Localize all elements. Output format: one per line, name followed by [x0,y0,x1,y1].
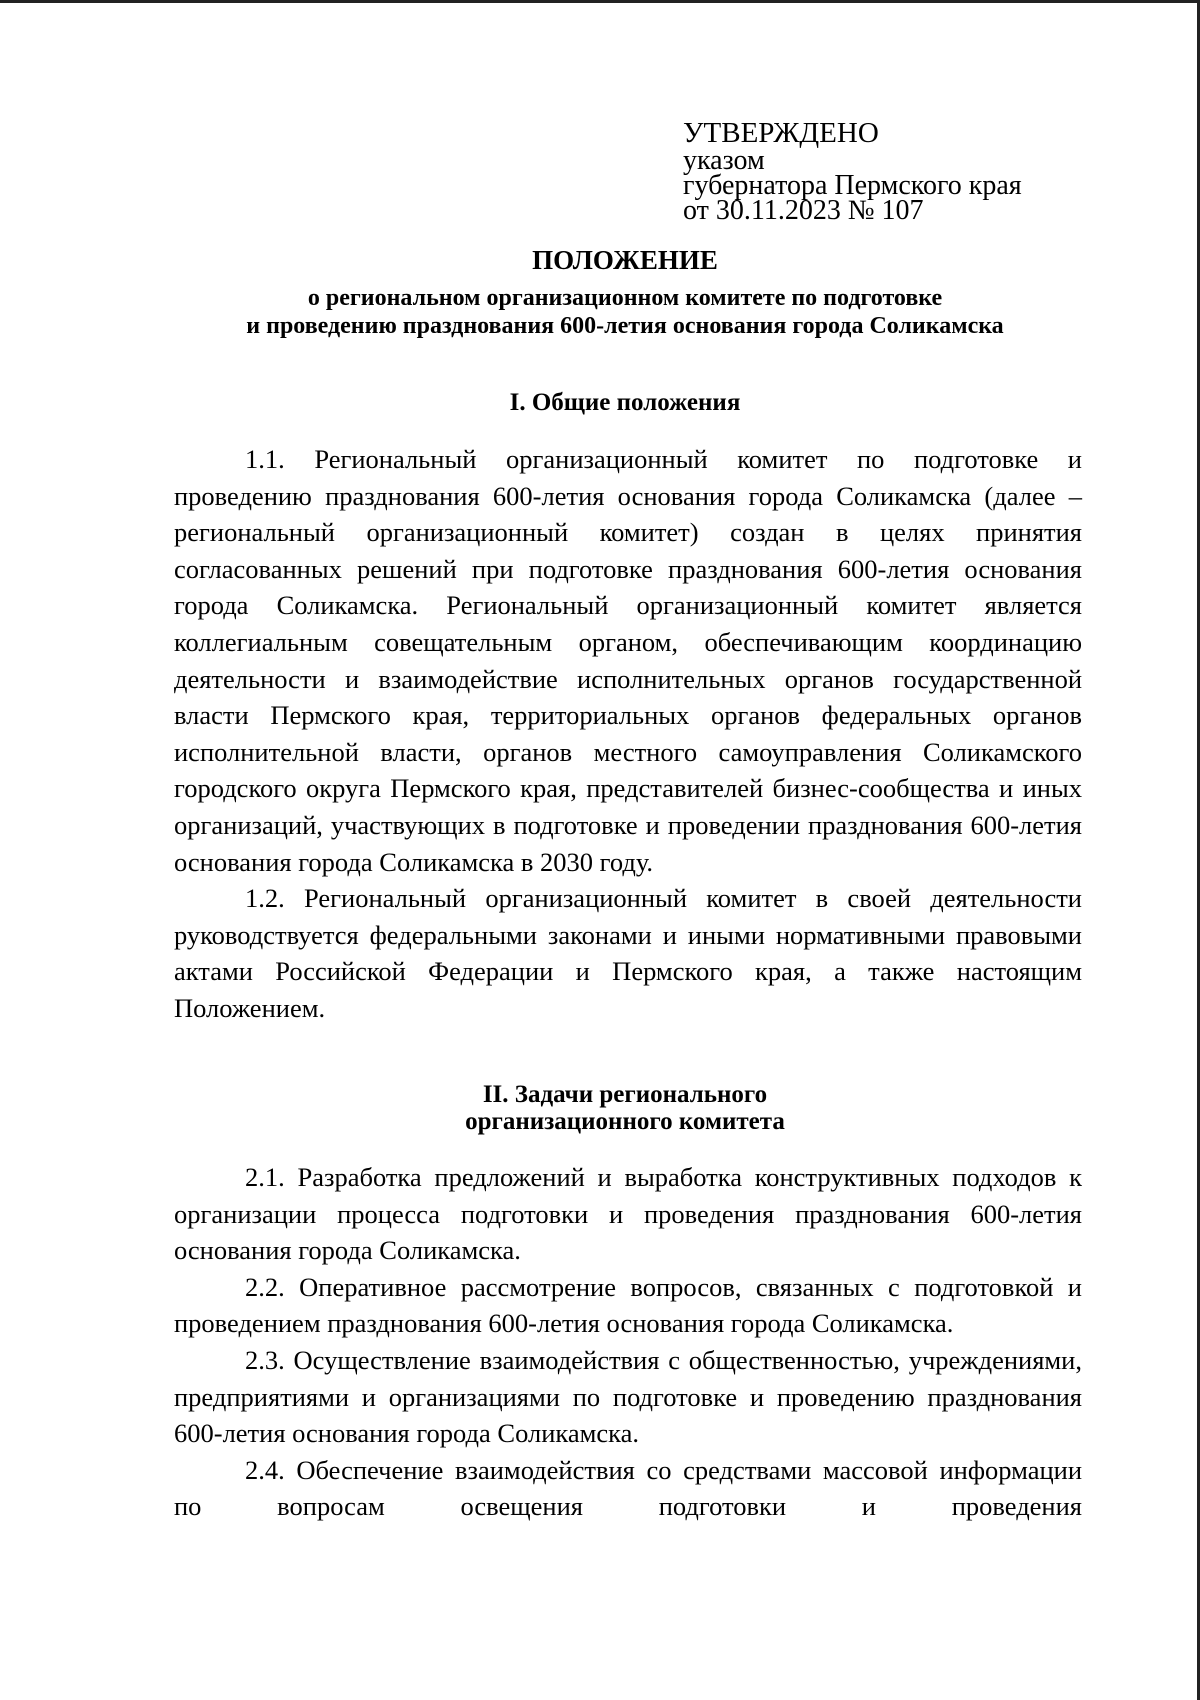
approval-stamp [683,117,1022,226]
section2-heading-line2: организационного комитета [465,1108,785,1135]
paragraph-2-2: 2.2. Оперативное рассмотрение вопросов, связанных с подготовкой и проведением празднования 600-летия основания города Соликамска. [174,1271,1082,1339]
paragraph-1-2: 1.2. Региональный организационный комитет в своей деятельности руководствуется федеральными законами и иными нормативными правовыми актами Российской Федерации и Пермского края, а также настоящим Положением. [174,883,1082,1023]
document-subtitle-line1: о региональном организационном комитете по подготовке [307,285,943,311]
approval-approved: УТВЕРЖДЕНО [683,117,879,149]
paragraph-1-1: 1.1. Региональный организационный комитет по подготовке и проведению празднования 600-летия основания города Соликамска (далее – региональный организационный комитет) создан в целях принятия согласованных решений при подготовке празднования 600-летия основания города Соликамска. Региональный организационный комитет является коллегиальным совещательным органом, обеспечивающим координацию деятельности и взаимодействие исполнительных органов государственной власти Пермского края, территориальных органов федеральных органов исполнительной власти, органов местного самоуправления Соликамского городского округа Пермского края, представителей бизнес-сообщества и иных организаций, участвующих в подготовке и проведении празднования 600-летия основания города Соликамска в 2030 году. [174,444,1082,877]
approval-by-decree: указом [683,145,765,176]
section2-heading [150,1081,1100,1135]
section1-heading: I. Общие положения [509,389,741,416]
approval-date-number: от 30.11.2023 № 107 [683,195,924,226]
document-subtitle-line2: и проведению празднования 600-летия основания города Соликамска [246,313,1004,339]
approval-issuer: губернатора Пермского края [683,170,1022,201]
document-subtitle [150,284,1100,340]
scan-edge-top [0,0,1200,3]
paragraph-2-3: 2.3. Осуществление взаимодействия с общественностью, учреждениями, предприятиями и организациями по подготовке и проведению празднования 600-летия основания города Соликамска. [174,1344,1082,1449]
paragraph-2-4: 2.4. Обеспечение взаимодействия со средствами массовой информации по вопросам освещения подготовки и проведения [174,1454,1082,1522]
section1-body [174,441,1082,1027]
document-title: ПОЛОЖЕНИЕ [532,245,718,275]
paragraph-2-1: 2.1. Разработка предложений и выработка конструктивных подходов к организации процесса подготовки и проведения празднования 600-летия основания города Соликамска. [174,1162,1082,1266]
section2-body [174,1159,1082,1525]
section2-heading-line1: II. Задачи регионального [482,1081,768,1108]
